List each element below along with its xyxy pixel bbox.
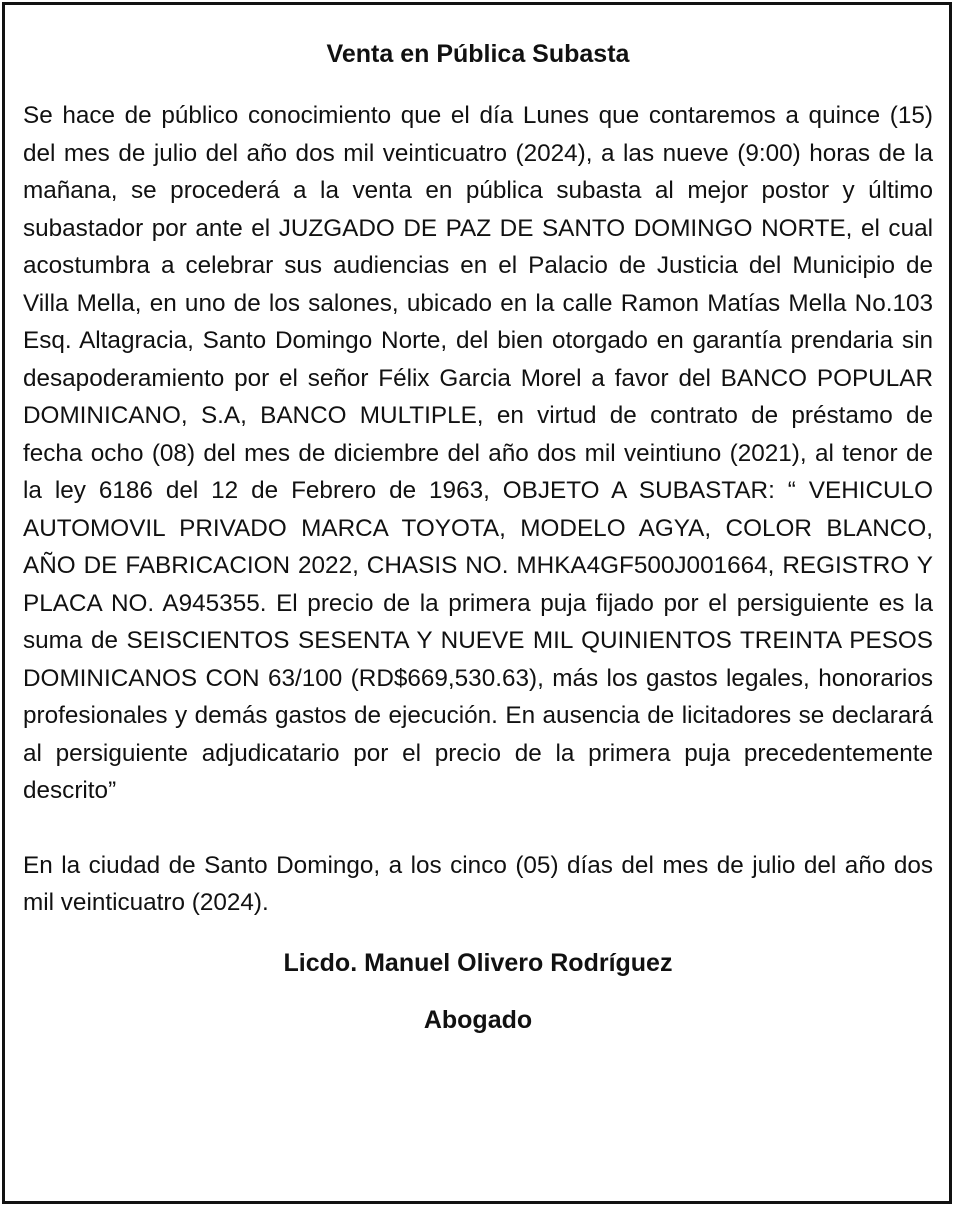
notice-title: Venta en Pública Subasta [326,40,630,68]
notice-closing-paragraph: En la ciudad de Santo Domingo, a los cinco (05) días del mes de julio del año dos mil veinticuatro (2024). [23,851,933,916]
signatory-name: Licdo. Manuel Olivero Rodríguez [283,948,673,977]
notice-content [23,39,933,1035]
notice-border [2,2,952,1204]
notice-body-paragraph: Se hace de público conocimiento que el día Lunes que contaremos a quince (15) del mes de julio del año dos mil veinticuatro (2024), a las nueve (9:00) horas de la mañana, se procederá a la venta en pública subasta al mejor postor y último subastador por ante el JUZGADO DE PAZ DE SANTO DOMINGO NORTE, el cual acostumbra a celebrar sus audiencias en el Palacio de Justicia del Municipio de Villa Mella, en uno de los salones, ubicado en la calle Ramon Matías Mella No.103 Esq. Altagracia, Santo Domingo Norte, del bien otorgado en garantía prendaria sin desapoderamiento por el señor Félix Garcia Morel a favor del BANCO POPULAR DOMINICANO, S.A, BANCO MULTIPLE, en virtud de contrato de préstamo de fecha ocho (08) del mes de diciembre del año dos mil veintiuno (2021), al tenor de la ley 6186 del 12 de Febrero de 1963, OBJETO A SUBASTAR: “ VEHICULO AUTOMOVIL PRIVADO MARCA TOYOTA, MODELO AGYA, COLOR BLANCO, AÑO DE FABRICACION 2022, CHASIS NO. MHKA4GF500J001664, REGISTRO Y PLACA NO. A945355. El precio de la primera puja fijado por el persiguiente es la suma de SEISCIENTOS SESENTA Y NUEVE MIL QUINIENTOS TREINTA PESOS DOMINICANOS CON 63/100 (RD$669,530.63), más los gastos legales, honorarios profesionales y demás gastos de ejecución. En ausencia de licitadores se declarará al persiguiente adjudicatario por el precio de la primera puja precedentemente descrito” [23,102,933,804]
signatory-title: Abogado [423,1005,533,1034]
